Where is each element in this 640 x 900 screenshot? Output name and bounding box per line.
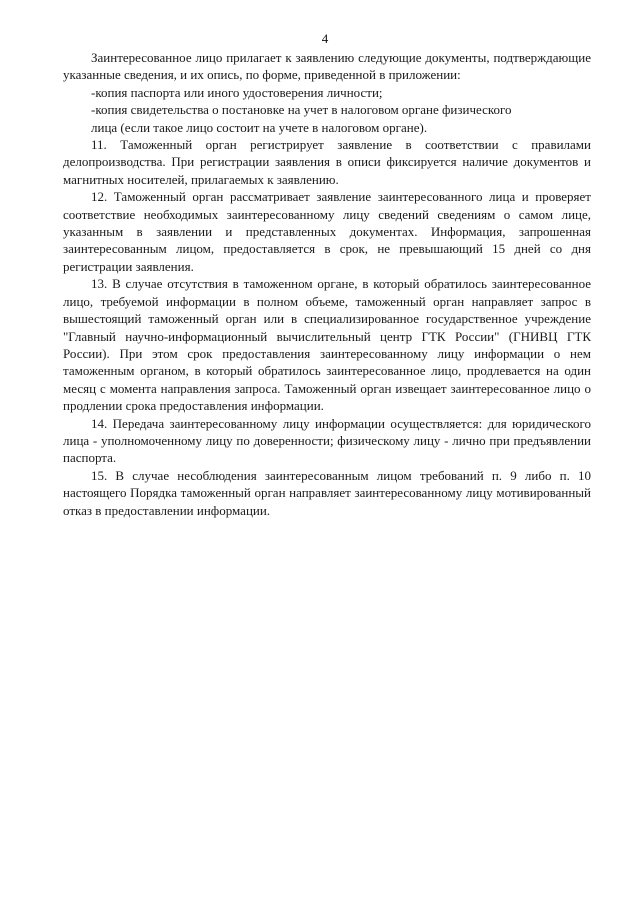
page-number: 4 xyxy=(321,31,329,46)
paragraph-14: 14. Передача заинтересованному лицу информации осуществляется: для юридического лица - уполномоченному лицу по доверенности; физическому лицу - лично при предъявлении паспорта. xyxy=(63,415,591,466)
paragraph-13: 13. В случае отсутствия в таможенном органе, в который обратилось заинтересованное лицо, требуемой информации в полном объеме, таможенный орган направляет запрос в вышестоящий таможенный орган или в специализированное государственное учреждение "Главный научно-информационный вычислительный центр ГТК России" (ГНИВЦ ГТК России). При этом срок предоставления заинтересованному лицу информации о нем таможенным органом, в который обратилось заинтересованное лицо, продлевается на один месяц с момента направления запроса. Таможенный орган извещает заинтересованное лицо о продлении срока предоставления информации. xyxy=(63,276,591,414)
intro-paragraph: Заинтересованное лицо прилагает к заявлению следующие документы, подтверждающие указанные сведения, и их опись, по форме, приведенной в приложении: xyxy=(63,50,591,83)
list-item-continuation: лица (если такое лицо состоит на учете в налоговом органе). xyxy=(91,119,428,135)
paragraph-15: 15. В случае несоблюдения заинтересованным лицом требований п. 9 либо п. 10 настоящего Порядка таможенный орган направляет заинтересованному лицу мотивированный отказ в предоставлении информации. xyxy=(63,467,591,518)
paragraph-11: 11. Таможенный орган регистрирует заявление в соответствии с правилами делопроизводства. При регистрации заявления в описи фиксируется наличие документов и магнитных носителей, прилагаемых к заявлению. xyxy=(63,137,591,187)
list-item: -копия паспорта или иного удостоверения личности; xyxy=(91,84,383,100)
document-body xyxy=(63,49,591,519)
paragraph-12: 12. Таможенный орган рассматривает заявление заинтересованного лица и проверяет соответствие необходимых заинтересованному лицу сведений сведениям о самом лице, указанным в заявлении и представленных документах. Информация, запрошенная заинтересованным лицом, предоставляется в срок, не превышающий 15 дней со дня регистрации заявления. xyxy=(63,189,591,274)
list-item: -копия свидетельства о постановке на учет в налоговом органе физического xyxy=(91,102,512,118)
